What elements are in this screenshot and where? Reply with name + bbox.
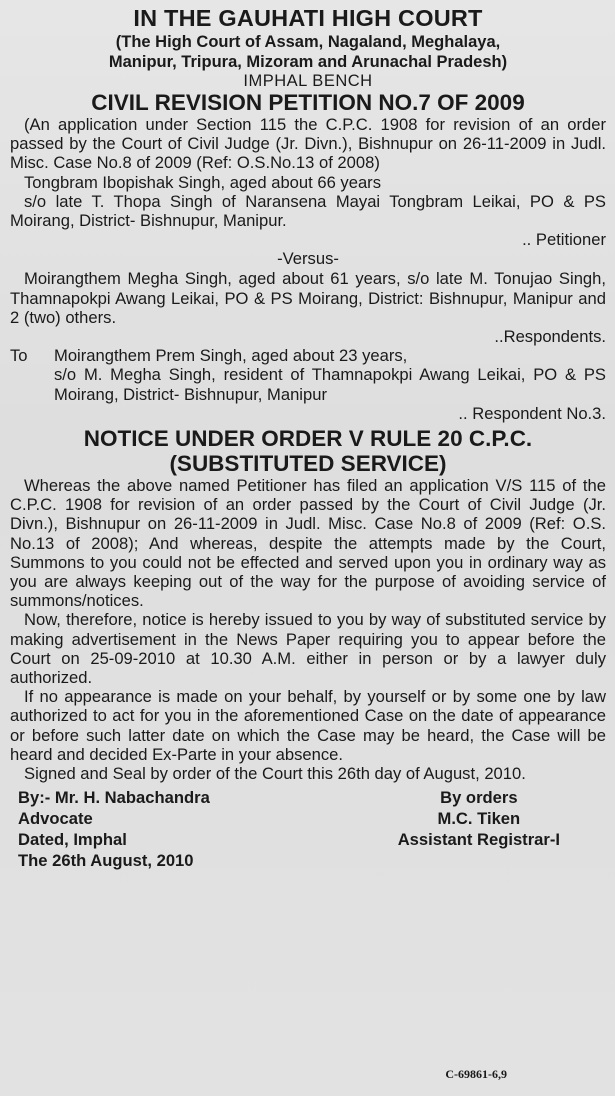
addressee-name: Moirangthem Prem Singh, aged about 23 years, xyxy=(54,346,408,366)
petitioner-address: s/o late T. Thopa Singh of Naransena Mayai Tongbram Leikai, PO & PS Moirang, District- Bishnupur, Manipur. xyxy=(10,191,606,231)
signature-block xyxy=(10,787,606,871)
notice-paragraph-4: Signed and Seal by order of the Court this 26th day of August, 2010. xyxy=(24,764,526,784)
notice-subtitle: (SUBSTITUTED SERVICE) xyxy=(169,451,447,477)
respondents-description: Moirangthem Megha Singh, aged about 61 years, s/o late M. Tonujao Singh, Thamnapokpi Awang Leikai, PO & PS Moirang, District: Bishnupur, Manipur and 2 (two) others. xyxy=(10,269,606,327)
notice-paragraph-1: Whereas the above named Petitioner has filed an application V/S 115 of the C.P.C. 1908 for revision of an order passed by the Court of Civil Judge (Jr. Divn.), Bishnupur on 26-11-2009 in Judl. Misc. Case No.8 of 2009 (Ref: O.S. No.13 of 2008); And whereas, despite the attempts made by the Court, Summons to you could not be effected and served upon you in ordinary way as you are always keeping out of the way for the purpose of avoiding service of summons/notices. xyxy=(10,476,606,611)
notice-paragraph-3: If no appearance is made on your behalf, by yourself or by some one by law authorized to act for you in the aforementioned Case on the date of appearance or before such latter date on which the Case may be heard, the Case will be heard and decided Ex-Parte in your absence. xyxy=(10,687,606,764)
registrar-name: M.C. Tiken xyxy=(437,809,521,829)
court-subtitle-line-1: (The High Court of Assam, Nagaland, Meghalaya, xyxy=(115,33,501,51)
registrar-designation: Assistant Registrar-I xyxy=(397,830,560,850)
notice-title: NOTICE UNDER ORDER V RULE 20 C.P.C. xyxy=(83,426,533,452)
advertisement-reference-code: C-69861-6,9 xyxy=(445,1067,507,1081)
petition-title: CIVIL REVISION PETITION NO.7 OF 2009 xyxy=(91,90,525,115)
versus-label: -Versus- xyxy=(277,249,339,269)
dated-place: Dated, Imphal xyxy=(18,830,127,850)
addressee-address: s/o M. Megha Singh, resident of Thamnapokpi Awang Leikai, PO & PS Moirang, District- Bishnupur, Manipur xyxy=(54,365,606,404)
petitioner-label: .. Petitioner xyxy=(522,230,606,250)
respondent-no-label: .. Respondent No.3. xyxy=(458,403,606,423)
notice-paragraph-2: Now, therefore, notice is hereby issued to you by way of substituted service by making advertisement in the News Paper requiring you to appear before the Court on 25-09-2010 at 10.30 A.M. either in person or by a lawyer duly authorized. xyxy=(10,610,606,688)
application-description: (An application under Section 115 the C.P.C. 1908 for revision of an order passed by the Court of Civil Judge (Jr. Divn.), Bishnupur on 26-11-2009 in Judl. Misc. Case No.8 of 2009 (Ref: O.S.No.13 of 2008) xyxy=(10,115,606,173)
bench-name: IMPHAL BENCH xyxy=(243,72,373,90)
addressee-block xyxy=(10,346,606,404)
to-label: To xyxy=(10,346,28,366)
petitioner-name: Tongbram Ibopishak Singh, aged about 66 years xyxy=(24,172,382,192)
advocate-role: Advocate xyxy=(18,809,93,829)
advocate-name: By:- Mr. H. Nabachandra xyxy=(18,788,210,808)
dated-date: The 26th August, 2010 xyxy=(18,851,194,871)
court-subtitle-line-2: Manipur, Tripura, Mizoram and Arunachal Pradesh) xyxy=(108,53,508,71)
court-title: IN THE GAUHATI HIGH COURT xyxy=(133,5,483,31)
respondents-label: ..Respondents. xyxy=(494,327,606,347)
by-orders-label: By orders xyxy=(440,788,518,808)
